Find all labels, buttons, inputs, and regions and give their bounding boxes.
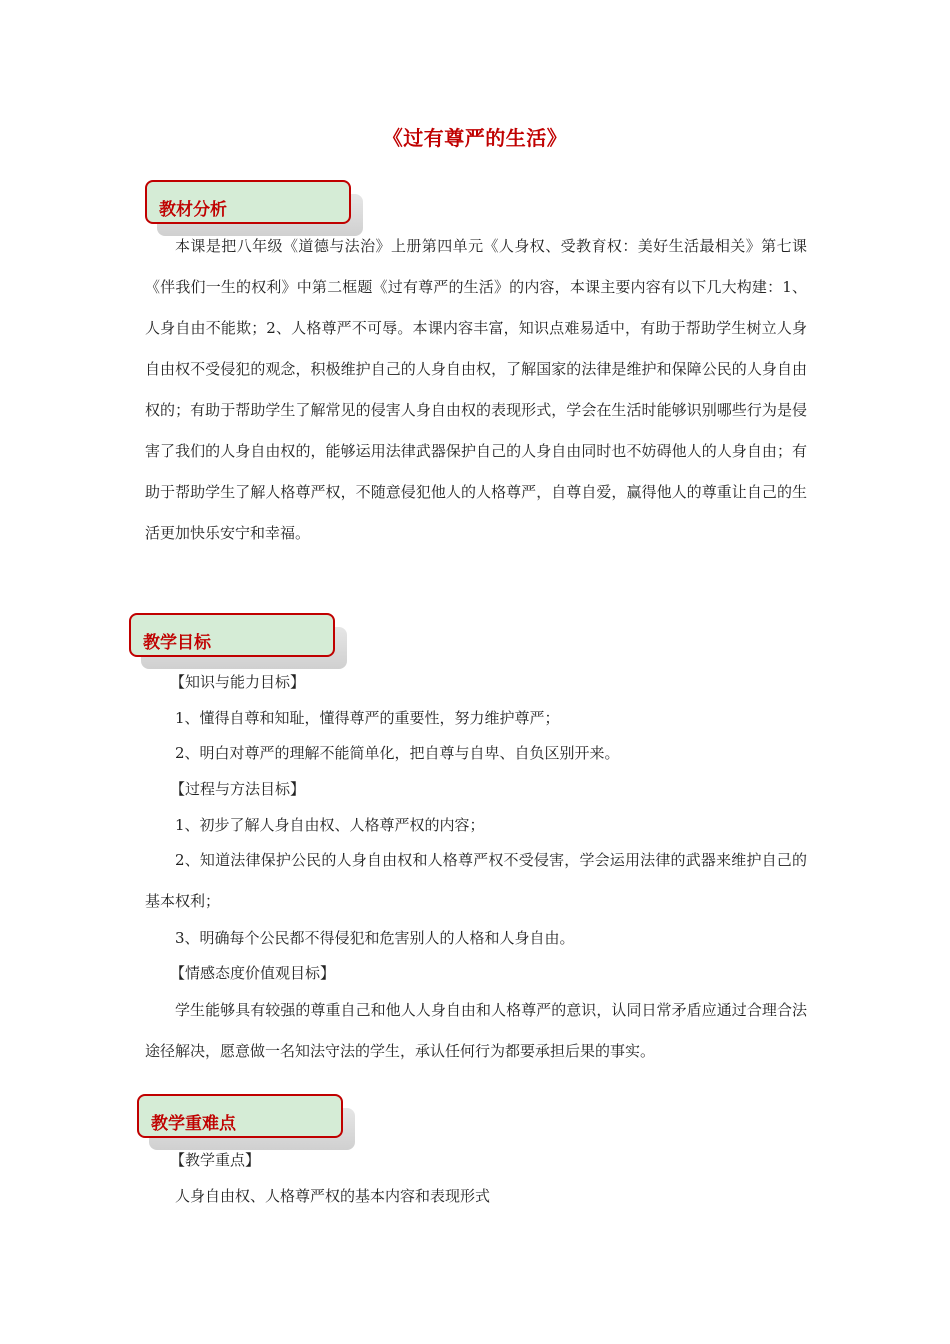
section-label: 教学目标: [143, 633, 211, 653]
emotion-heading: 【情感态度价值观目标】: [170, 964, 336, 982]
process-item-3: 3、明确每个公民都不得侵犯和危害别人的人格和人身自由。: [175, 929, 575, 947]
section-label: 教材分析: [159, 200, 227, 220]
section-header-keypoints: [137, 1094, 343, 1138]
knowledge-item-2: 2、明白对尊严的理解不能简单化，把自尊与自卑、自负区别开来。: [175, 744, 620, 762]
analysis-paragraph: 本课是把八年级《道德与法治》上册第四单元《人身权、受教育权：美好生活最相关》第七课《伴我们一生的权利》中第二框题《过有尊严的生活》的内容，本课主要内容有以下几大构建：1、人身自由不能欺；2、人格尊严不可辱。本课内容丰富，知识点难易适中，有助于帮助学生树立人身自由权不受侵犯的观念，积极维护自己的人身自由权，了解国家的法律是维护和保障公民的人身自由权的；有助于帮助学生了解常见的侵害人身自由权的表现形式，学会在生活时能够识别哪些行为是侵害了我们的人身自由权的，能够运用法律武器保护自己的人身自由同时也不妨碍他人的人身自由；有助于帮助学生了解人格尊严权，不随意侵犯他人的人格尊严，自尊自爱，赢得他人的尊重让自己的生活更加快乐安宁和幸福。: [145, 237, 807, 542]
process-item-1: 1、初步了解人身自由权、人格尊严权的内容；: [175, 816, 485, 834]
process-item-2: 2、知道法律保护公民的人身自由权和人格尊严权不受侵害，学会运用法律的武器来维护自己的基本权利；: [145, 851, 807, 910]
key-heading: 【教学重点】: [170, 1151, 261, 1169]
document-title: 《过有尊严的生活》: [382, 126, 568, 150]
knowledge-item-1: 1、懂得自尊和知耻，懂得尊严的重要性，努力维护尊严；: [175, 709, 560, 727]
section-header-analysis: [145, 180, 351, 224]
section-label: 教学重难点: [151, 1114, 236, 1134]
key-text: 人身自由权、人格尊严权的基本内容和表现形式: [175, 1187, 491, 1205]
emotion-paragraph: 学生能够具有较强的尊重自己和他人人身自由和人格尊严的意识，认同日常矛盾应通过合理合法途径解决，愿意做一名知法守法的学生，承认任何行为都要承担后果的事实。: [145, 1001, 807, 1060]
section-header-objectives: [129, 613, 335, 657]
process-heading: 【过程与方法目标】: [170, 780, 306, 798]
knowledge-heading: 【知识与能力目标】: [170, 673, 306, 691]
